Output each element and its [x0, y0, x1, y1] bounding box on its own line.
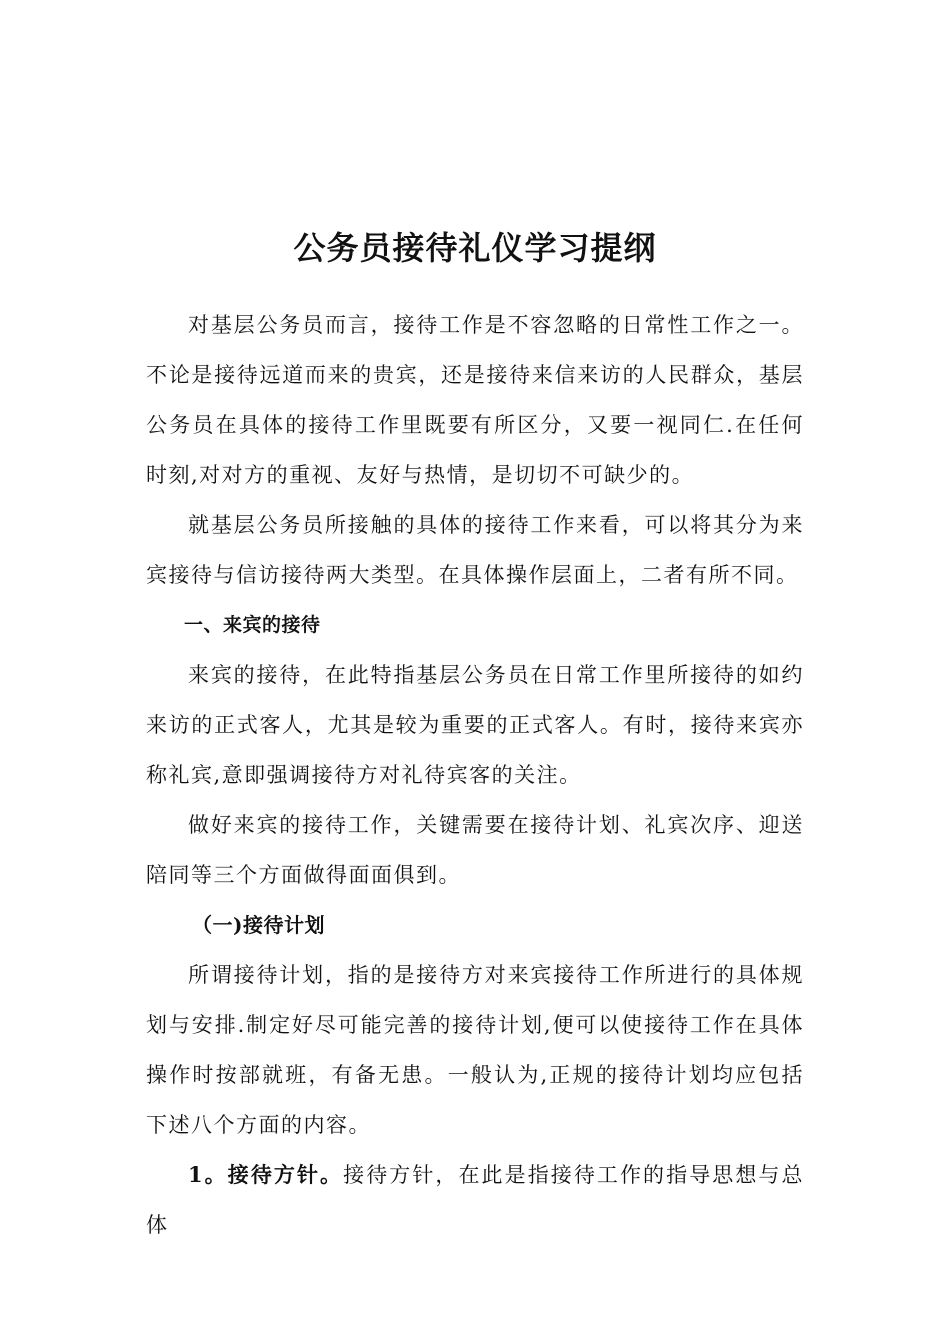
- reception-policy-lead: 1。接待方针。: [188, 1162, 344, 1187]
- paragraph-reception-plan: 所谓接待计划，指的是接待方对来宾接待工作所进行的具体规划与安排.制定好尽可能完善的接待计划,便可以使接待工作在具体操作时按部就班，有备无患。一般认为,正规的接待计划均应包括下述八个方面的内容。: [146, 963, 804, 1137]
- reception-policy-text: 接待方针，在此是指接待工作的指导思想与总体: [146, 1163, 804, 1237]
- paragraph-reception-policy: [146, 1150, 804, 1250]
- paragraph-types: 就基层公务员所接触的具体的接待工作来看，可以将其分为来宾接待与信访接待两大类型。在具体操作层面上，二者有所不同。: [146, 513, 804, 587]
- paragraph-guest-definition: 来宾的接待，在此特指基层公务员在日常工作里所接待的如约来访的正式客人，尤其是较为重要的正式客人。有时，接待来宾亦称礼宾,意即强调接待方对礼待宾客的关注。: [146, 663, 804, 787]
- document-body: [146, 300, 804, 1250]
- section-heading-guest-reception: 一、来宾的接待: [184, 614, 321, 636]
- paragraph-intro: 对基层公务员而言，接待工作是不容忽略的日常性工作之一。不论是接待远道而来的贵宾，还是接待来信来访的人民群众，基层公务员在具体的接待工作里既要有所区分，又要一视同仁.在任何时刻,对对方的重视、友好与热情，是切切不可缺少的。: [146, 313, 804, 487]
- subsection-heading-reception-plan: （一)接待计划: [192, 913, 325, 937]
- paragraph-guest-key-points: 做好来宾的接待工作，关键需要在接待计划、礼宾次序、迎送陪同等三个方面做得面面俱到。: [146, 813, 804, 887]
- document-title: 公务员接待礼仪学习提纲: [293, 229, 657, 267]
